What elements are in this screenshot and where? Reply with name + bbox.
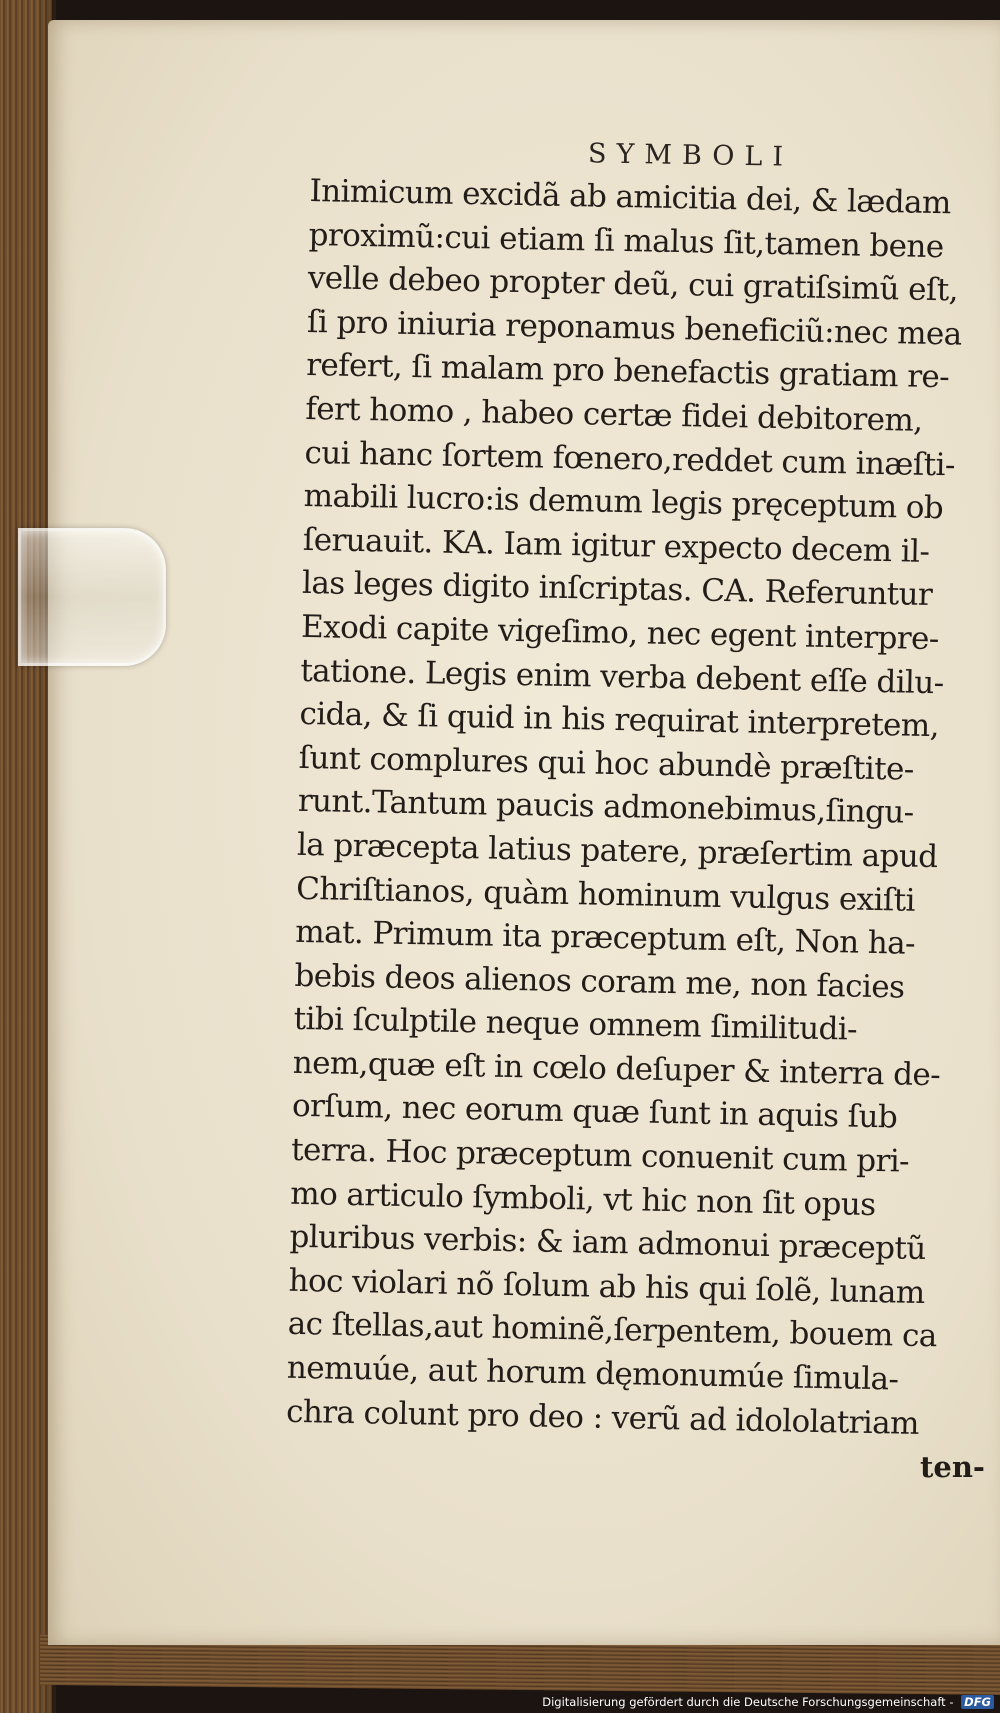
text-line: mabili lucro:is demum legis pręceptum ob (303, 478, 944, 527)
text-line: velle debeo propter deũ, cui gratiſsimũ eſt, (307, 260, 959, 309)
text-line: orſum, nec eorum quæ ſunt in aquis ſub (291, 1088, 898, 1136)
text-line: hoc violari nõ ſolum ab his qui ſolẽ, lunam (288, 1262, 926, 1311)
text-line: cui hanc ſortem fœnero,reddet cum inæſti- (304, 434, 956, 483)
text-line: chra colunt pro deo : verũ ad idololatriam (285, 1393, 920, 1442)
text-line: proximũ:cui etiam ſi malus ſit,tamen bene (308, 216, 944, 265)
text-line: mat. Primum ita præceptum eſt, Non ha- (295, 913, 916, 962)
text-line: refert, ſi malam pro benefactis gratiam re- (305, 347, 950, 396)
running-head: SYMBOLI (587, 138, 794, 173)
catchword: ten- (920, 1450, 985, 1484)
text-line: ſeruauit. KA. Iam igitur expecto decem il- (302, 521, 930, 570)
text-line: ſi pro iniuria reponamus beneficiũ:nec mea (306, 303, 962, 353)
text-line: nemuúe, aut horum dęmonumúe ſimula- (286, 1349, 899, 1398)
text-line: nem,quæ eſt in cœlo deſuper & interra de- (292, 1044, 941, 1094)
digitization-credit (542, 1695, 994, 1709)
text-line: tibi ſculptile neque omnem ſimilitudi- (293, 1001, 858, 1048)
dfg-logo: DFG (961, 1695, 994, 1709)
text-line: tatione. Legis enim verba debent eſſe dilu- (300, 652, 944, 701)
text-line: Inimicum excidã ab amicitia dei, & lædam (309, 172, 952, 222)
text-line: mo articulo ſymboli, vt hic non ſit opus (290, 1175, 876, 1223)
text-line: la præcepta latius patere, præſertim apud (296, 826, 938, 876)
text-line: Exodi capite vigeſimo, nec egent interpre- (300, 608, 940, 658)
text-line: ſunt complures qui hoc abundè præſtite- (298, 739, 914, 788)
text-line: Chriſtianos, quàm hominum vulgus exiſti (295, 870, 916, 919)
text-line: bebis deos alienos coram me, non facies (294, 957, 905, 1006)
glass-page-weight (18, 528, 166, 666)
body-text (285, 170, 1000, 1504)
text-line: pluribus verbis: & iam admonui præceptũ (289, 1219, 926, 1268)
text-line: fert homo , habeo certæ fidei debitorem, (305, 390, 923, 439)
text-line: las leges digito inſcriptas. CA. Referuntur (301, 565, 933, 614)
credit-text: Digitalisierung gefördert durch die Deutsche Forschungsgemeinschaft - (542, 1695, 954, 1709)
text-line: terra. Hoc præceptum conuenit cum pri- (290, 1131, 910, 1180)
text-line: ac ſtellas,aut hominẽ,ſerpentem, bouem ca (287, 1306, 938, 1355)
text-line: runt.Tantum paucis admonebimus,ſingu- (297, 783, 914, 832)
text-line: cida, & ſi quid in his requirat interpretem, (299, 696, 940, 745)
book-page (48, 20, 1000, 1645)
